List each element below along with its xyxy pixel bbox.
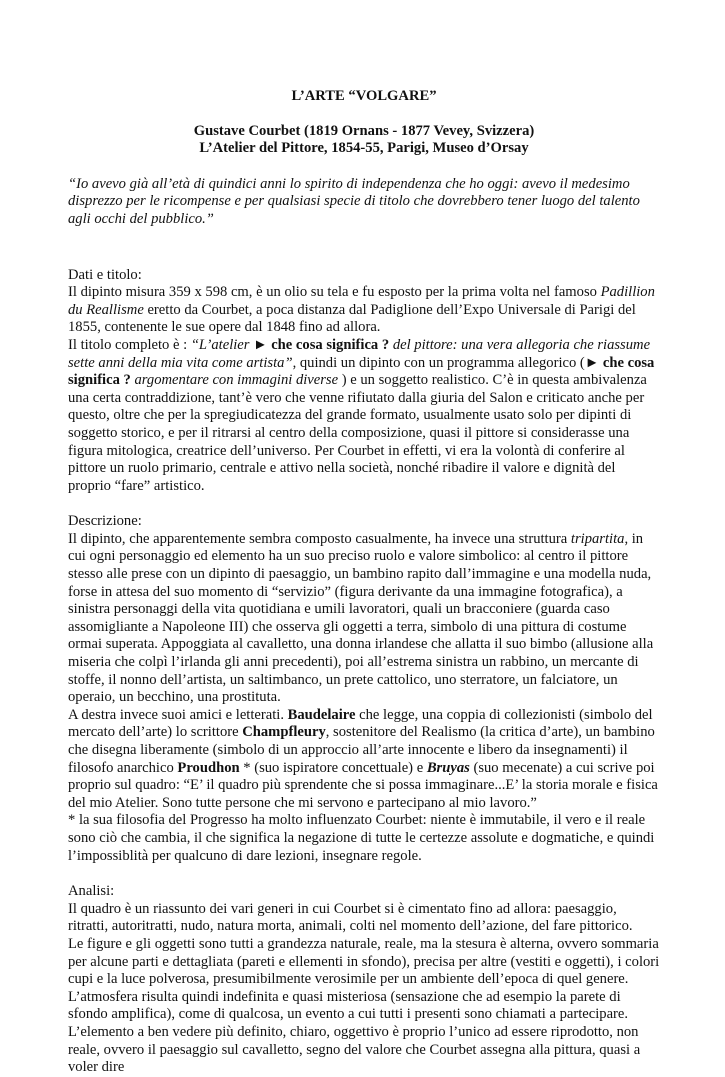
dati-paragraph-2 [68, 337, 660, 495]
document-page [68, 88, 660, 1077]
text-run-bold: Baudelaire [287, 706, 356, 723]
analisi-paragraph-4: L’elemento a ben vedere più definito, chiaro, oggettivo è proprio l’unico ad essere riprodotto, non reale, ovvero il paesaggio sul cavalletto, segno del valore che Courbet assegna alla pittura, quasi a voler dire [68, 1023, 641, 1076]
text-run: , quindi un dipinto con un programma allegorico ( [292, 354, 585, 371]
text-run: ) e un soggetto realistico. C’è in questa ambivalenza una certa contraddizione, tant’è vero che venne rifiutato dalla giuria del Salon e criticato anche per questo, oltre che per la spregiudicatezza del grande formato, usualmente usato solo per dipinti di soggetto storico, e per il ritrarsi al centro della composizione, quasi il pittore si considerasse una figura mitologica, creatrice dell’universo. Per Courbet in effetti, vi era la volontà di conferire al pittore un ruolo primario, centrale e attivo nella società, nonché ribadire il valore e dignità del proprio “fare” artistico. [68, 372, 647, 494]
text-run: , in cui ogni personaggio ed elemento ha un suo preciso ruolo e valore simbolico: al centro il pittore stesso alle prese con un dipinto di paesaggio, un bambino rapito dall’immagine e una modella nuda, forse in attesa del suo momento di “servizio” (figura derivante da una immagine fotografica), a sinistra personaggi della vita quotidiana e umili lavoratori, quali un bracconiere (guarda caso assomigliante a Napoleone III) che osserva gli oggetti a terra, simbolo di una pittura di costume ormai superata. Appoggiata al cavalletto, una donna irlandese che allatta il suo bimbo (allusione alla miseria che colpì l’irlanda gli anni precedenti), poi all’estrema sinistra un rabbino, un mercante di stoffe, il nonno dell’artista, un saltimbanco, un prete cattolico, uno sterratore, un falciatore, un operaio, un becchino, una prostituta. [68, 530, 654, 706]
descrizione-paragraph-2 [68, 707, 660, 813]
text-run-bold: ► che cosa significa ? [249, 336, 393, 353]
analisi-paragraph-2: Le figure e gli oggetti sono tutti a grandezza naturale, reale, ma la stesura è alterna, ovvero sommaria per alcune parti e dettagliata (pareti e ellementi in sfondo), precisa per altre (vestiti e oggetti), i colori cupi e la luce polverosa, presumibilmente verosimile per un ambiente dell’epoca di quel genere. [68, 935, 660, 988]
text-run: Il dipinto, che apparentemente sembra composto casualmente, ha invece una struttura [68, 530, 571, 547]
text-run: eretto da Courbet, a poca distanza dal Padiglione dell’Expo Universale di Parigi del 1855, contenente le sue opere dal 1848 fino ad allora. [68, 301, 636, 336]
analisi-paragraph-3: L’atmosfera risulta quindi indefinita e quasi misteriosa (sensazione che ad esempio la parete di sfondo amplifica), come di qualcosa, un evento a cui tutti i presenti sono chiamati a partecipare. [68, 988, 629, 1023]
document-title: L’ARTE “VOLGARE” [291, 88, 437, 104]
text-run: che legge, una coppia di collezionisti (simbolo del mercato dell’arte) lo scrittore [68, 706, 653, 741]
section-heading-analisi: Analisi: [68, 883, 115, 900]
section-heading-descrizione: Descrizione: [68, 513, 142, 530]
text-run-italic: del pittore: una vera allegoria che riassume sette anni della mia vita come artista” [68, 336, 651, 371]
artist-quote: “Io avevo già all’età di quindici anni lo spirito di independenza che ho oggi: avevo il medesimo disprezzo per le ricompense e per qualsiasi specie di titolo che dovrebbero tener luogo del talento agli occhi del pubblico.” [68, 175, 640, 227]
footnote-paragraph: * la sua filosofia del Progresso ha molto influenzato Courbet: niente è immutabile, il vero e il reale sono ciò che cambia, il che significa la negazione di tutte le certezze assolute e dogmatiche, e quindi l’impossiblità per qualcuno di dare lezioni, insegnare regole. [68, 812, 655, 864]
text-run-italic: Padillion du Reallisme [68, 284, 655, 318]
dati-paragraph-1 [68, 284, 660, 337]
text-run-italic: “L’atelier [190, 336, 250, 353]
artwork-artist-line: Gustave Courbet (1819 Ornans - 1877 Vevey, Svizzera) [193, 122, 535, 139]
text-run-bold: ► che cosa significa ? [68, 354, 655, 389]
text-run-italic: argomentare con immagini diverse [130, 372, 339, 389]
section-heading-dati: Dati e titolo: [68, 266, 142, 283]
text-run: Il titolo completo è : [68, 336, 191, 353]
analisi-paragraph-1: Il quadro è un riassunto dei vari generi in cui Courbet si è cimentato fino ad allora: paesaggio, ritratti, autoritratti, nudo, natura morta, animali, colti nel momento dell’azione, del fare pittorico. [68, 900, 633, 935]
text-run: A destra invece suoi amici e letterati. [68, 706, 288, 723]
descrizione-paragraph-1 [68, 531, 660, 707]
artwork-title-line: L’Atelier del Pittore, 1854-55, Parigi, Museo d’Orsay [199, 140, 529, 157]
text-run-bold-italic: Bruyas [426, 759, 470, 776]
text-run: (suo mecenate) a cui scrive poi proprio sul quadro: “E’ il quadro più sprendente che si possa immaginare...E’ la storia morale e fisica del mio Atelier. Sono tutte persone che mi servono e partecipano al mio lavoro.” [68, 759, 658, 811]
text-run-bold: Champfleury [242, 724, 326, 741]
text-run-italic: tripartita [570, 530, 625, 547]
text-run: Il dipinto misura 359 x 598 cm, è un olio su tela e fu esposto per la prima volta nel famoso [68, 284, 601, 301]
text-run: , sostenitore del Realismo (la critica d’arte), un bambino che disegna liberamente (simbolo di un approccio all’arte innocente e libero da insegnamenti) il filosofo anarchico [68, 724, 655, 776]
text-run-bold: Proudhon [177, 759, 240, 776]
text-run: * (suo ispiratore concettuale) e [239, 759, 427, 776]
